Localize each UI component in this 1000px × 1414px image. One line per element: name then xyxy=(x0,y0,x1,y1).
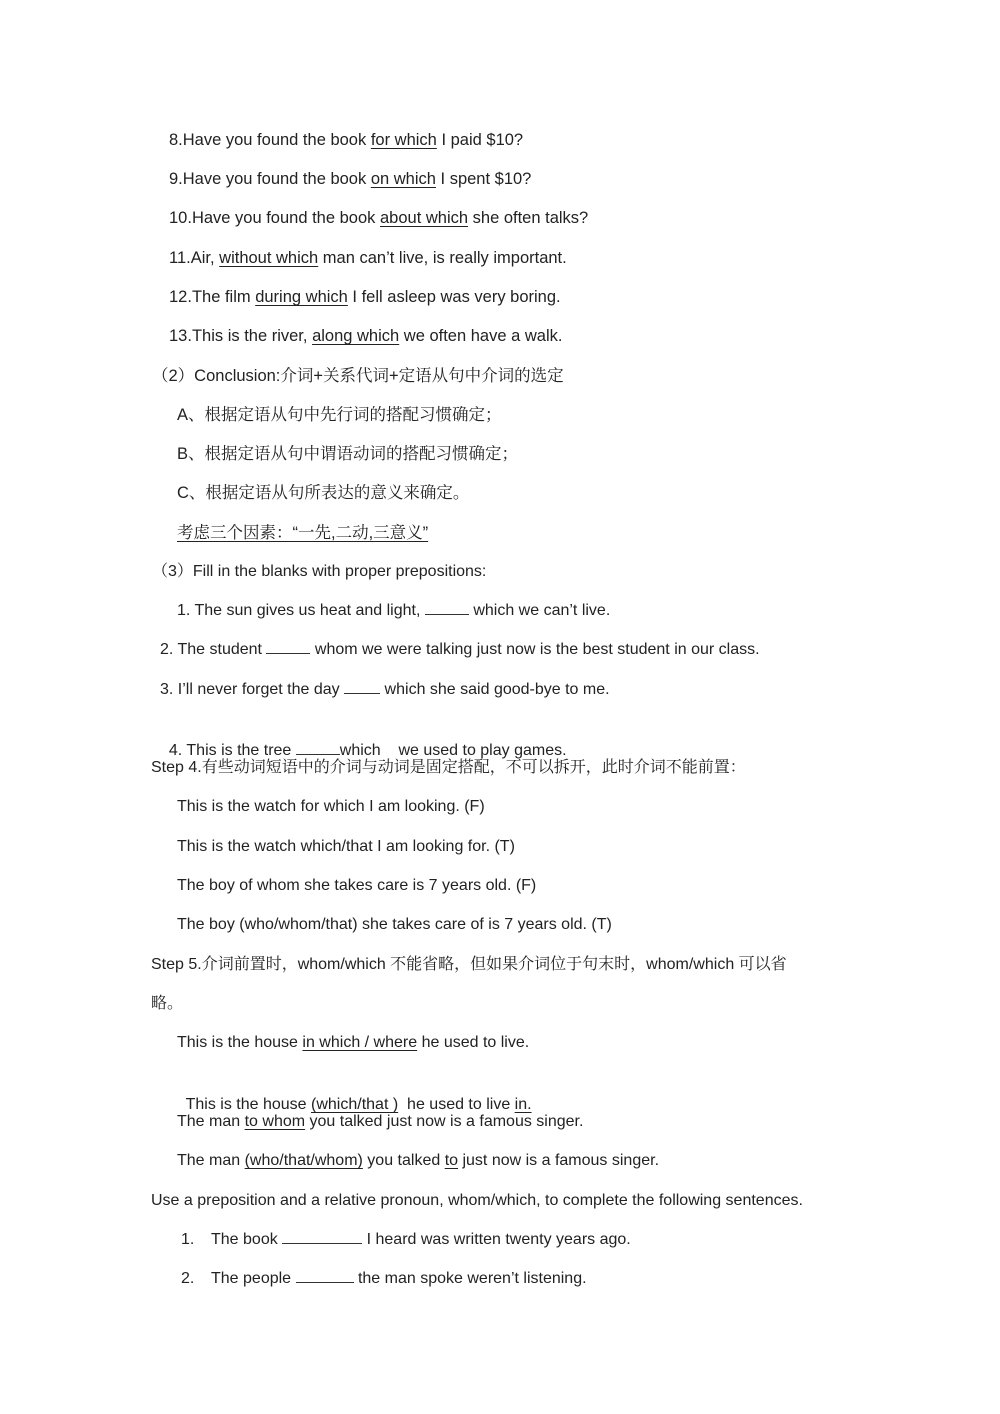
example-number: 9. xyxy=(169,170,183,188)
example-text: Have you found the book xyxy=(191,209,380,227)
example-10 xyxy=(169,207,588,229)
exercise-text: The people xyxy=(211,1270,296,1287)
example-12 xyxy=(169,286,561,308)
underlined-phrase: along which xyxy=(312,327,400,345)
example-11 xyxy=(169,247,567,269)
example-text: Air, xyxy=(190,249,220,267)
answer-blank[interactable] xyxy=(425,613,469,615)
underlined-phrase: about which xyxy=(380,209,469,227)
step5-sentence-3 xyxy=(177,1111,583,1133)
item-number: 2. xyxy=(181,1270,195,1287)
sentence-text: just now is a famous singer. xyxy=(458,1152,660,1169)
underlined-phrase: (who/that/whom) xyxy=(244,1152,363,1169)
answer-blank[interactable] xyxy=(266,652,310,654)
example-13 xyxy=(169,325,562,347)
exercise-instruction: Use a preposition and a relative pronoun, whom/which, to complete the following sentences. xyxy=(151,1192,803,1209)
sentence-text: The man xyxy=(177,1113,245,1130)
item-number: 1. xyxy=(181,1231,195,1248)
fill-heading: （3）Fill in the blanks with proper prepositions: xyxy=(152,563,487,580)
fill-item-2 xyxy=(160,639,760,661)
underlined-phrase: to xyxy=(444,1152,459,1169)
underlined-phrase: during which xyxy=(255,288,348,306)
fill-text: 3. I’ll never forget the day xyxy=(160,681,345,698)
example-number: 11. xyxy=(169,249,191,267)
example-text: I paid $10? xyxy=(436,131,524,149)
exercise-item-2 xyxy=(181,1268,587,1290)
step5-sentence-2 xyxy=(177,1072,532,1113)
conclusion-summary: 考虑三个因素：“一先,二动,三意义” xyxy=(177,524,429,542)
example-number: 8. xyxy=(169,131,183,149)
underlined-phrase: without which xyxy=(219,249,319,267)
fill-text: 4. This is the tree xyxy=(168,742,296,759)
sentence-text: he used to live xyxy=(398,1096,515,1113)
example-number: 13. xyxy=(169,327,192,345)
exercise-item-1 xyxy=(181,1229,631,1251)
step5-sentence-1 xyxy=(177,1032,529,1054)
conclusion-heading: （2）Conclusion:介词+关系代词+定语从句中介词的选定 xyxy=(152,367,564,385)
example-text: I spent $10? xyxy=(435,170,532,188)
sentence-text: you talked xyxy=(362,1152,445,1169)
sentence-text: he used to live. xyxy=(417,1034,530,1051)
answer-blank[interactable] xyxy=(344,692,380,694)
fill-text: 2. The student xyxy=(160,641,267,658)
conclusion-item-a: A、根据定语从句中先行词的搭配习惯确定； xyxy=(177,406,502,424)
sentence-text: This is the house xyxy=(185,1096,312,1113)
fill-text: whom we were talking just now is the best student in our class. xyxy=(310,641,760,658)
exercise-text: The book xyxy=(211,1231,283,1248)
underlined-phrase: in. xyxy=(514,1096,532,1113)
sentence-text: you talked just now is a famous singer. xyxy=(305,1113,584,1130)
example-text: This is the river, xyxy=(191,327,313,345)
example-8 xyxy=(169,129,523,151)
step4-item: The boy of whom she takes care is 7 years old. (F) xyxy=(177,877,537,894)
example-text: I fell asleep was very boring. xyxy=(347,288,561,306)
step4-item: This is the watch for which I am looking. (F) xyxy=(177,798,485,815)
underlined-phrase: for which xyxy=(370,131,437,149)
example-text: we often have a walk. xyxy=(399,327,563,345)
example-text: Have you found the book xyxy=(182,170,371,188)
example-text: The film xyxy=(191,288,256,306)
step4-heading: Step 4.有些动词短语中的介词与动词是固定搭配，不可以拆开，此时介词不能前置： xyxy=(151,759,746,776)
step5-heading-line2: 略。 xyxy=(151,995,184,1012)
exercise-text: the man spoke weren’t listening. xyxy=(353,1270,587,1287)
sentence-text: The man xyxy=(177,1152,245,1169)
answer-blank[interactable] xyxy=(296,753,340,755)
fill-item-1 xyxy=(177,600,610,622)
step5-heading-line1: Step 5.介词前置时，whom/which 不能省略，但如果介词位于句末时，whom/which 可以省 xyxy=(151,956,787,973)
underlined-phrase: (which/that ) xyxy=(311,1096,399,1113)
example-number: 12. xyxy=(169,288,192,306)
underlined-phrase: on which xyxy=(370,170,436,188)
example-text: she often talks? xyxy=(468,209,589,227)
fill-item-4 xyxy=(160,718,567,759)
conclusion-item-b: B、根据定语从句中谓语动词的搭配习惯确定； xyxy=(177,445,519,463)
underlined-phrase: to whom xyxy=(244,1113,306,1130)
sentence-text: This is the house xyxy=(177,1034,303,1051)
answer-blank[interactable] xyxy=(296,1281,354,1283)
fill-text: which she said good-bye to me. xyxy=(380,681,610,698)
fill-text: which we can’t live. xyxy=(468,602,611,619)
underlined-phrase: in which / where xyxy=(302,1034,418,1051)
example-text: man can’t live, is really important. xyxy=(318,249,567,267)
fill-item-3 xyxy=(160,679,610,701)
example-text: Have you found the book xyxy=(182,131,371,149)
step5-sentence-4 xyxy=(177,1150,659,1172)
fill-text: 1. The sun gives us heat and light, xyxy=(177,602,425,619)
example-9 xyxy=(169,168,531,190)
fill-text: which we used to play games. xyxy=(339,742,567,759)
example-number: 10. xyxy=(169,209,192,227)
answer-blank[interactable] xyxy=(282,1242,362,1244)
conclusion-item-c: C、根据定语从句所表达的意义来确定。 xyxy=(177,484,470,502)
exercise-text: I heard was written twenty years ago. xyxy=(362,1231,631,1248)
step4-item: The boy (who/whom/that) she takes care of is 7 years old. (T) xyxy=(177,916,612,933)
step4-item: This is the watch which/that I am looking for. (T) xyxy=(177,838,515,855)
